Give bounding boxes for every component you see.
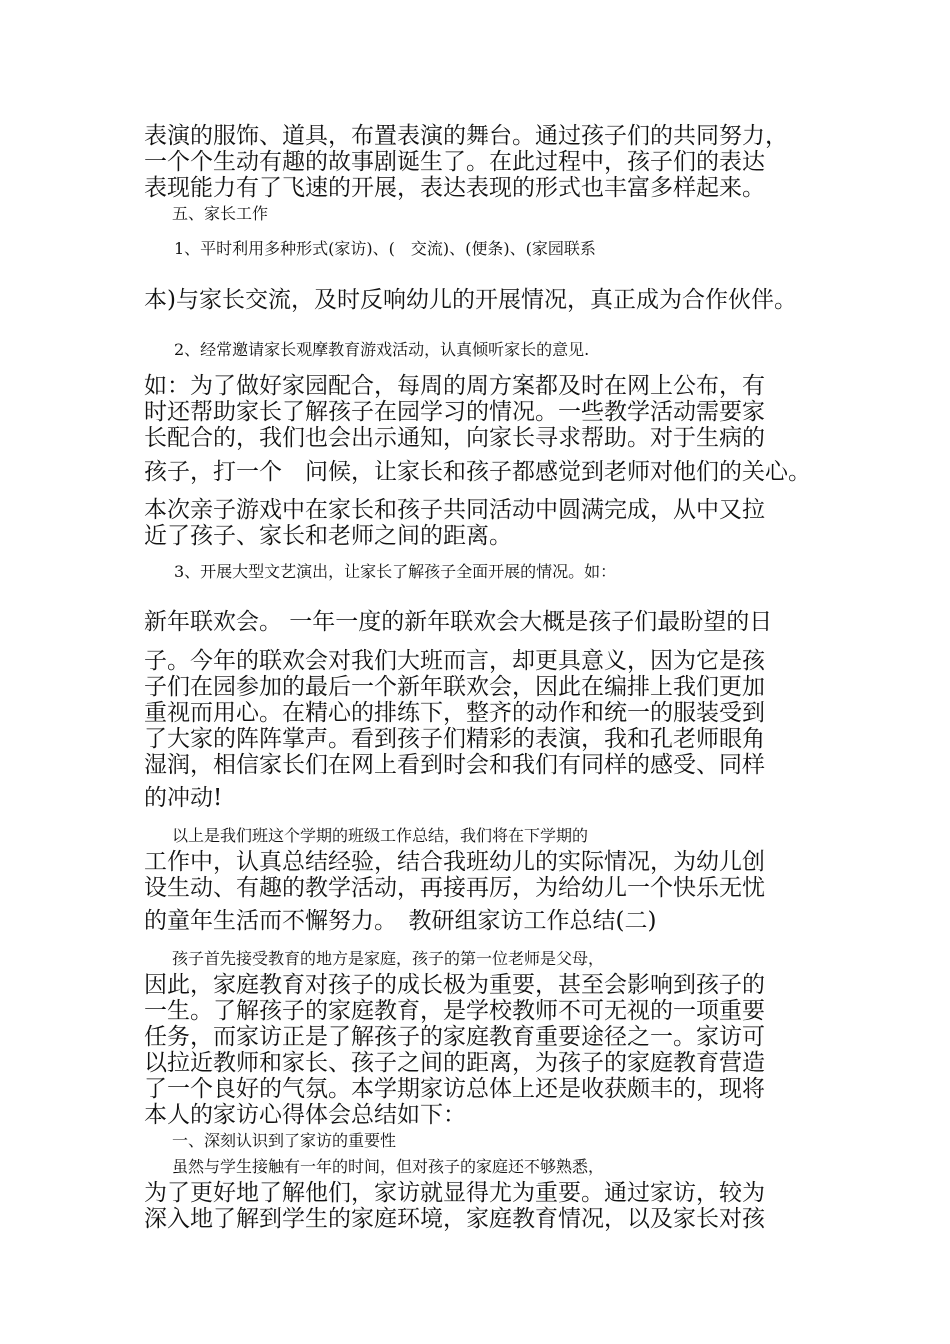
text-line: 的冲动! [144, 785, 223, 811]
text-line: 孩子首先接受教育的地方是家庭，孩子的第一位老师是父母， [172, 949, 605, 968]
text-line: 重视而用心。在精心的排练下，整齐的动作和统一的服装受到 [144, 700, 765, 726]
text-line: 任务，而家访正是了解孩子的家庭教育重要途径之一。家访可 [144, 1024, 765, 1050]
text-line: 表演的服饰、道具，布置表演的舞台。通过孩子们的共同努力， [144, 123, 788, 149]
text-line: 虽然与学生接触有一年的时间，但对孩子的家庭还不够熟悉， [172, 1157, 605, 1176]
text-line: 一个个生动有趣的故事剧诞生了。在此过程中，孩子们的表达 [144, 149, 765, 175]
text-line: 新年联欢会。 一年一度的新年联欢会大概是孩子们最盼望的日 [144, 609, 773, 635]
text-line: 深入地了解到学生的家庭环境，家庭教育情况，以及家长对孩 [144, 1206, 765, 1232]
text-line: 了大家的阵阵掌声。看到孩子们精彩的表演，我和孔老师眼角 [144, 726, 765, 752]
text-line: 长配合的，我们也会出示通知，向家长寻求帮助。对于生病的 [144, 425, 765, 451]
text-line: 3、开展大型文艺演出，让家长了解孩子全面开展的情况。如： [174, 562, 617, 581]
section-heading: 一、深刻认识到了家访的重要性 [172, 1131, 397, 1150]
text-line: 了一个良好的气氛。本学期家访总体上还是收获颇丰的，现将 [144, 1076, 765, 1102]
text-line: 2、经常邀请家长观摩教育游戏活动，认真倾听家长的意见. [174, 340, 590, 359]
section-heading: 五、家长工作 [172, 204, 269, 223]
text-line: 表现能力有了飞速的开展，表达表现的形式也丰富多样起来。 [144, 175, 765, 201]
text-line: 子。今年的联欢会对我们大班而言，却更具意义，因为它是孩 [144, 648, 765, 674]
text-line: 以上是我们班这个学期的班级工作总结，我们将在下学期的 [172, 826, 589, 845]
text-line: 本人的家访心得体会总结如下： [144, 1102, 466, 1128]
text-line: 工作中，认真总结经验，结合我班幼儿的实际情况，为幼儿创 [144, 849, 765, 875]
text-line: 本)与家长交流，及时反响幼儿的开展情况，真正成为合作伙伴。 [144, 287, 797, 313]
text-line: 孩子，打一个 问候，让家长和孩子都感觉到老师对他们的关心。 [144, 459, 811, 485]
text-line: 近了孩子、家长和老师之间的距离。 [144, 523, 512, 549]
text-line: 为了更好地了解他们，家访就显得尤为重要。通过家访，较为 [144, 1180, 765, 1206]
text-line: 1、平时利用多种形式(家访)、( 交流)、(便条)、(家园联系 [174, 239, 596, 258]
text-line: 设生动、有趣的教学活动，再接再厉，为给幼儿一个快乐无忧 [144, 875, 765, 901]
text-line: 湿润，相信家长们在网上看到时会和我们有同样的感受、同样 [144, 752, 765, 778]
text-line: 因此，家庭教育对孩子的成长极为重要，甚至会影响到孩子的 [144, 972, 765, 998]
text-line: 子们在园参加的最后一个新年联欢会，因此在编排上我们更加 [144, 674, 765, 700]
text-line: 本次亲子游戏中在家长和孩子共同活动中圆满完成，从中又拉 [144, 497, 765, 523]
text-line: 如：为了做好家园配合，每周的周方案都及时在网上公布，有 [144, 373, 765, 399]
text-line: 时还帮助家长了解孩子在园学习的情况。一些教学活动需要家 [144, 399, 765, 425]
text-line: 的童年生活而不懈努力。 教研组家访工作总结(二) [144, 908, 657, 934]
text-line: 一生。了解孩子的家庭教育，是学校教师不可无视的一项重要 [144, 998, 765, 1024]
text-line: 以拉近教师和家长、孩子之间的距离，为孩子的家庭教育营造 [144, 1050, 765, 1076]
